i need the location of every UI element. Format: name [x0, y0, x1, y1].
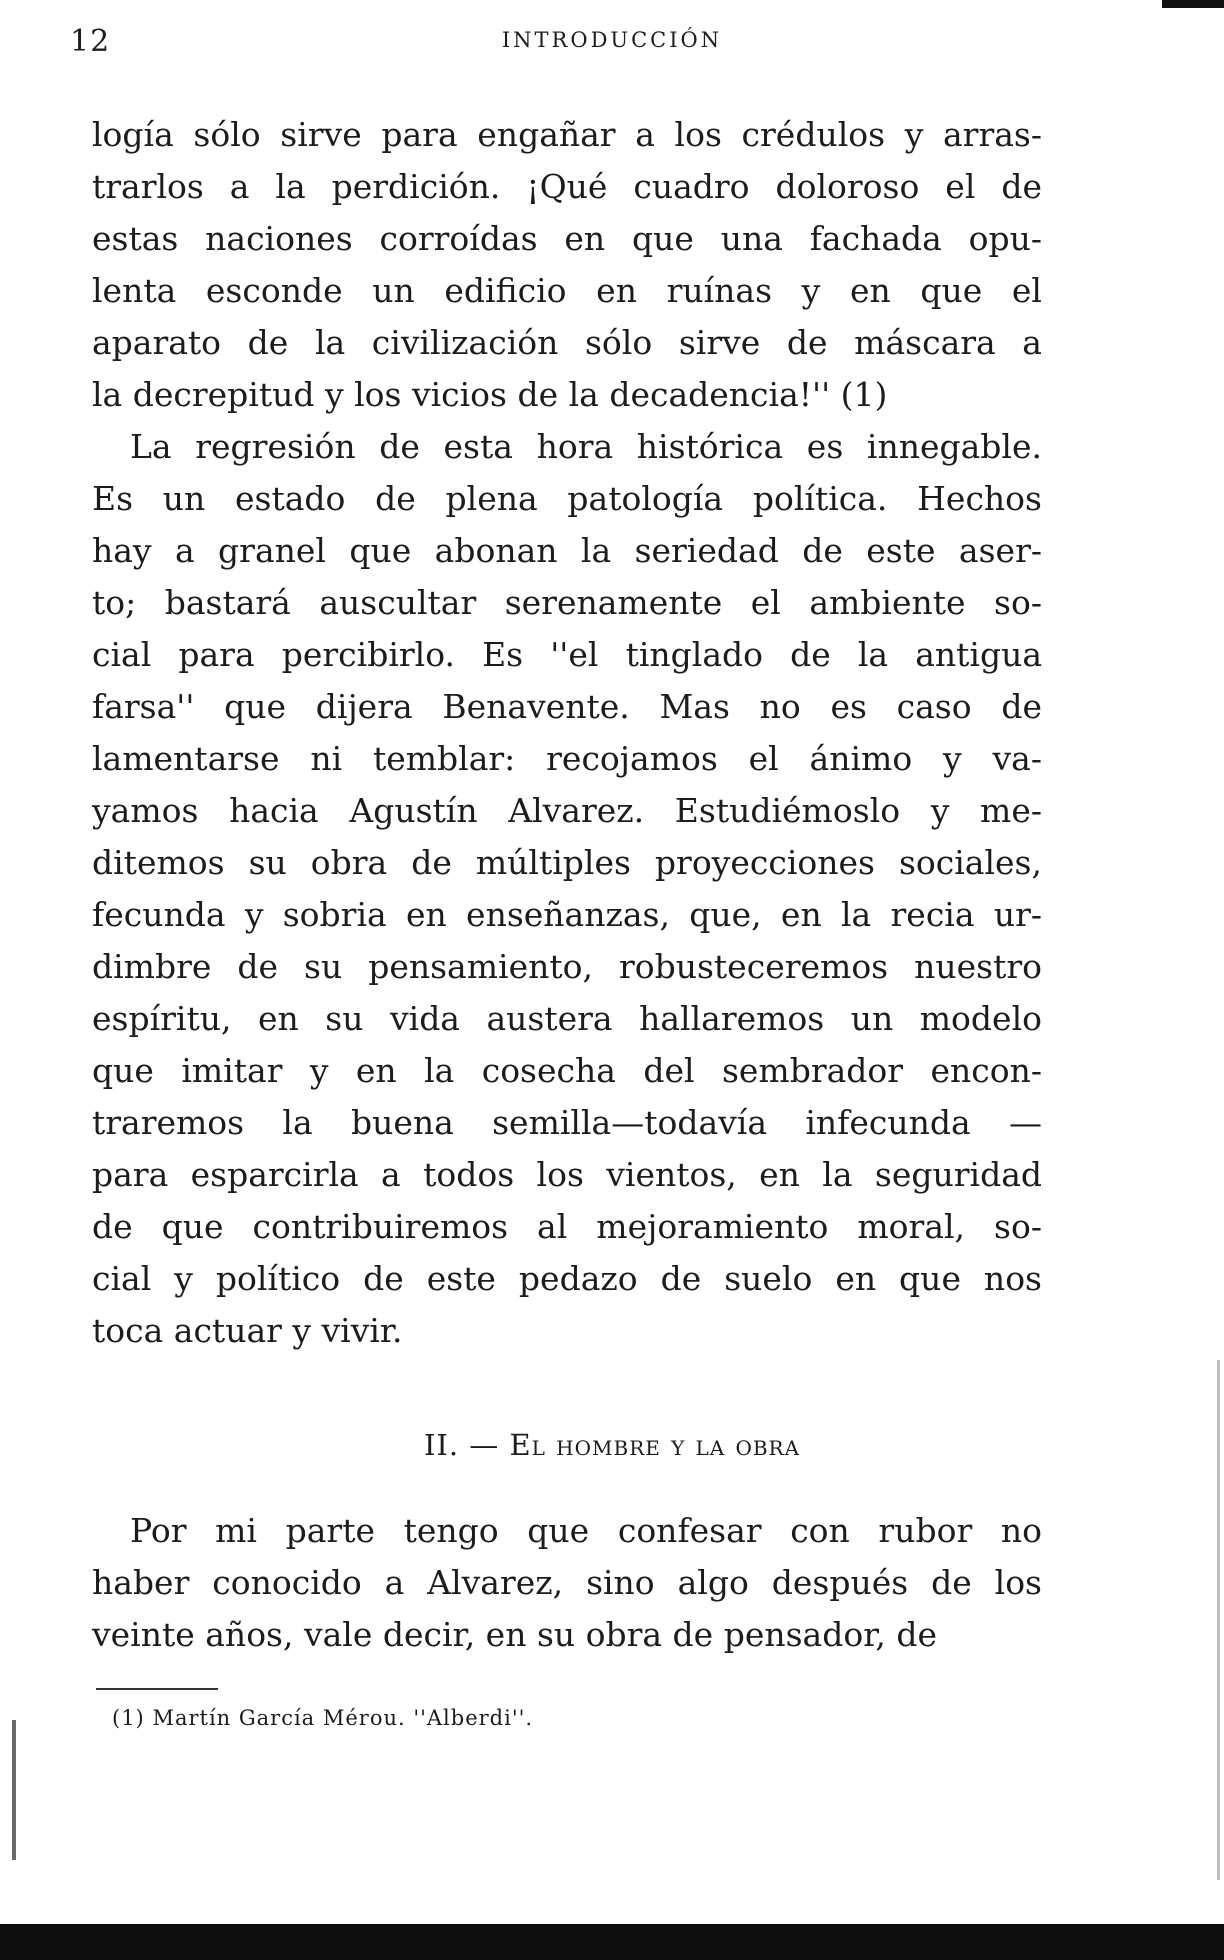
text-line: cial y político de este pedazo de suelo en que nos — [92, 1259, 1042, 1298]
text-line: fecunda y sobria en enseñanzas, que, en la recia ur- — [92, 895, 1042, 934]
text-line: farsa'' que dijera Benavente. Mas no es caso de — [92, 687, 1042, 726]
footnote-rule — [96, 1688, 218, 1690]
text-line: veinte años, vale decir, en su obra de pensador, de — [92, 1615, 937, 1654]
text-line: Es un estado de plena patología política. Hechos — [92, 479, 1042, 518]
text-line: espíritu, en su vida austera hallaremos un modelo — [92, 999, 1042, 1038]
scan-artifact-right — [1217, 1360, 1220, 1880]
scan-artifact-top — [1162, 0, 1224, 8]
text-line: de que contribuiremos al mejoramiento moral, so- — [92, 1207, 1042, 1246]
text-line: estas naciones corroídas en que una fachada opu- — [92, 219, 1042, 258]
running-title: INTRODUCCIÓN — [501, 28, 723, 52]
text-line: to; bastará auscultar serenamente el ambiente so- — [92, 583, 1042, 622]
scan-artifact-left — [12, 1720, 16, 1860]
text-line: ditemos su obra de múltiples proyecciones sociales, — [92, 843, 1042, 882]
text-line: yamos hacia Agustín Alvarez. Estudiémoslo y me- — [92, 791, 1042, 830]
scan-artifact-bottom — [0, 1924, 1224, 1960]
text-line: lamentarse ni temblar: recojamos el ánimo y va- — [92, 739, 1042, 778]
text-line: la decrepitud y los vicios de la decadencia!'' (1) — [92, 375, 888, 414]
text-line: dimbre de su pensamiento, robusteceremos nuestro — [92, 947, 1042, 986]
text-line: La regresión de esta hora histórica es innegable. — [130, 427, 1042, 466]
footnote-marker: (1) — [112, 1706, 145, 1730]
text-line: que imitar y en la cosecha del sembrador encon- — [92, 1051, 1042, 1090]
section-numeral: II. — — [423, 1428, 500, 1462]
section-title: El hombre y la obra — [509, 1428, 801, 1462]
text-line: logía sólo sirve para engañar a los crédulos y arras- — [92, 115, 1042, 154]
text-line: hay a granel que abonan la seriedad de este aser- — [92, 531, 1042, 570]
page-number: 12 — [70, 24, 111, 59]
text-line: Por mi parte tengo que confesar con rubor no — [130, 1511, 1042, 1550]
section-heading — [0, 1428, 1224, 1462]
footnote — [112, 1706, 533, 1730]
footnote-text: Martín García Mérou. ''Alberdi''. — [152, 1706, 534, 1730]
text-line: cial para percibirlo. Es ''el tinglado de la antigua — [92, 635, 1042, 674]
text-line: lenta esconde un edificio en ruínas y en que el — [92, 271, 1042, 310]
text-line: toca actuar y vivir. — [92, 1311, 403, 1350]
text-line: traremos la buena semilla—todavía infecunda — — [92, 1103, 1042, 1142]
text-line: trarlos a la perdición. ¡Qué cuadro doloroso el de — [92, 167, 1042, 206]
text-line: haber conocido a Alvarez, sino algo después de los — [92, 1563, 1042, 1602]
text-line: aparato de la civilización sólo sirve de máscara a — [92, 323, 1042, 362]
text-line: para esparcirla a todos los vientos, en la seguridad — [92, 1155, 1042, 1194]
